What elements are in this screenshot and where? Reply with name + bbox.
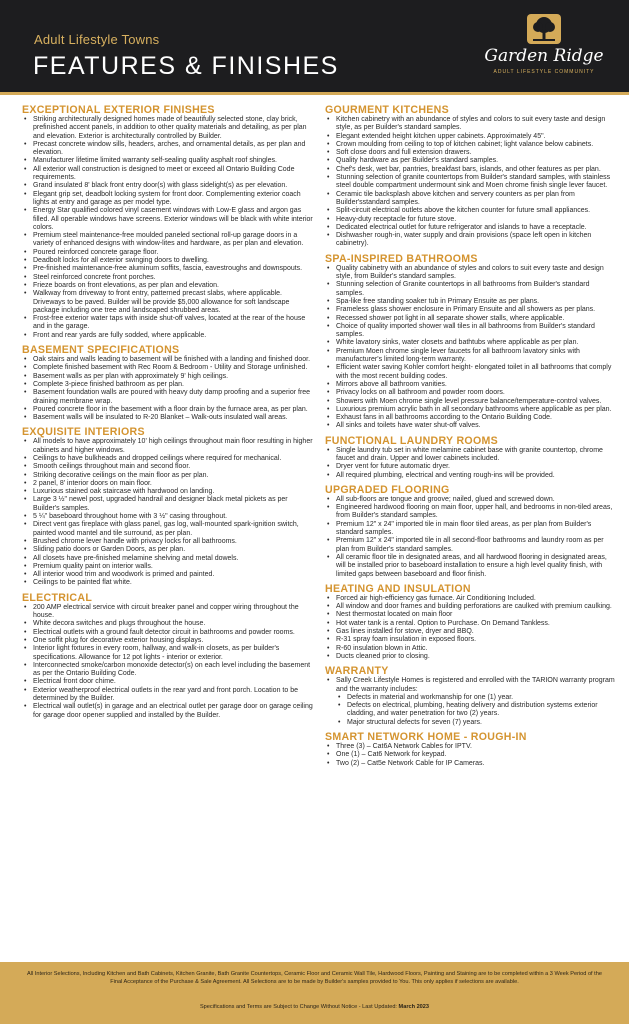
tree-icon xyxy=(527,14,561,44)
list-item: • Ceilings to have bulkheads and dropped ceilings where required for mechanical. xyxy=(22,455,314,463)
list-item: • Steel reinforced concrete front porches. xyxy=(22,274,314,282)
section-list-exquisite-interiors xyxy=(22,438,314,587)
list-item: • Energy Star qualified colored vinyl casement windows with Low-E glass and argon gas filled. All operable windows have screens. Exterior windows will be black with white interior colors. xyxy=(22,207,314,232)
section-title-heating-and-insulation: HEATING AND INSULATION xyxy=(325,582,471,595)
list-item: • Frieze boards on front elevations, as per plan and elevation. xyxy=(22,282,314,290)
list-item: • Dishwasher rough-in, water supply and drain provisions (space left open in kitchen cabinetry). xyxy=(325,232,617,249)
list-item: • 5 ¼" baseboard throughout home with 3 ½" casing throughout. xyxy=(22,513,314,521)
list-item: • Oak stairs and walls leading to basement will be finished with a landing and finished door. xyxy=(22,356,314,364)
section-title-basement-specifications: BASEMENT SPECIFICATIONS xyxy=(22,344,180,357)
section-list-warranty xyxy=(325,677,617,727)
list-item: • Split-circuit electrical outlets above the kitchen counter for future small appliances. xyxy=(325,207,617,215)
section-title-exceptional-exterior-finishes: EXCEPTIONAL EXTERIOR FINISHES xyxy=(22,104,215,116)
list-item: • Sally Creek Lifestyle Homes is registered and enrolled with the TARION warranty program and the warranty includes: xyxy=(325,677,617,694)
list-item: • Sliding patio doors or Garden Doors, as per plan. xyxy=(22,546,314,554)
list-item: • Striking decorative ceilings on the main floor as per plan. xyxy=(22,472,314,480)
list-item: • All models to have approximately 10' high ceilings throughout main floor resulting in higher cabinets and higher windows. xyxy=(22,438,314,455)
section-list-spa-inspired-bathrooms xyxy=(325,265,617,431)
list-item: • Privacy locks on all bathroom and powder room doors. xyxy=(325,389,617,397)
list-item: • All window and door frames and building perforations are caulked with premium caulking. xyxy=(325,603,617,611)
list-item: • Electrical outlets with a ground fault detector circuit in bathrooms and powder rooms. xyxy=(22,629,314,637)
list-item: • R-60 insulation blown in Attic. xyxy=(325,645,617,653)
header-divider xyxy=(0,92,629,95)
left-column xyxy=(22,100,314,720)
list-item: • Stunning selection of Granite countertops in all bathrooms from Builder's standard samples. xyxy=(325,281,617,298)
section-list-smart-network-home-rough-in xyxy=(325,743,617,768)
list-item: • Kitchen cabinetry with an abundance of styles and colors to suit every taste and design style, as per Builder's standard samples. xyxy=(325,116,617,133)
list-item: • All closets have pre-finished melamine shelving and metal dowels. xyxy=(22,555,314,563)
list-item: • Frost-free exterior water taps with inside shut-off valves, located at the rear of the house and in the garage. xyxy=(22,315,314,332)
list-item: • 200 AMP electrical service with circuit breaker panel and copper wiring throughout the house. xyxy=(22,604,314,621)
list-item: • Electrical front door chime. xyxy=(22,678,314,686)
list-item: • Grand insulated 8' black front entry door(s) with glass sidelight(s) as per elevation. xyxy=(22,182,314,190)
list-item: • Showers with Moen chrome single level pressure balance/temperature-control valves. xyxy=(325,398,617,406)
list-item: • Elegant extended height kitchen upper cabinets. Approximately 45". xyxy=(325,133,617,141)
footer-spec xyxy=(0,1004,629,1010)
list-item: • Premium steel maintenance-free moulded paneled sectional roll-up garage doors in a variety of enhanced designs with window-lites and hardware, as per plan and elevation. xyxy=(22,232,314,249)
list-item: • Choice of quality imported shower wall tiles in all bathrooms from Builder's standard samples. xyxy=(325,323,617,340)
list-item: • Elegant grip set, deadbolt locking system for front door. Complementing exterior coach lights at entry and garage as per model type. xyxy=(22,191,314,208)
section-title-gourment-kitchens: GOURMENT KITCHENS xyxy=(325,104,449,116)
list-item: • White lavatory sinks, water closets and bathtubs where applicable as per plan. xyxy=(325,339,617,347)
list-item: • Ceilings to be painted flat white. xyxy=(22,579,314,587)
list-item: • Front and rear yards are fully sodded, where applicable. xyxy=(22,332,314,340)
sub-list-item: • Major structural defects for seven (7) years. xyxy=(325,719,617,727)
list-item: • Premium 12" x 24" imported tile in all second-floor bathrooms and laundry room as per plan from Builder's standard samples. xyxy=(325,537,617,554)
list-item: • Poured concrete floor in the basement with a floor drain by the furnace area, as per plan. xyxy=(22,406,314,414)
spec-date: March 2023 xyxy=(398,1004,430,1010)
list-item: • Single laundry tub set in white melamine cabinet base with granite countertop, chrome faucet and drain. Upper and lower cabinets included. xyxy=(325,447,617,464)
page-title: FEATURES & FINISHES xyxy=(33,52,339,80)
section-list-heating-and-insulation xyxy=(325,595,617,661)
section-title-upgraded-flooring: UPGRADED FLOORING xyxy=(325,483,450,496)
footer-note: All Interior Selections, Including Kitchen and Bath Cabinets, Kitchen Granite, Bath Granite Countertops, Ceramic Floor and Ceramic Wall Tile, Hardwood Floors, Painting and Staining are to be completed within a 3 Week Period of the Final Acceptance of the Purchase & Sale Agreement. All Selections are to be made by Builder's samples provided to You. This only applies if selections are available. xyxy=(27,971,602,985)
sub-list-item: • Defects in material and workmanship for one (1) year. xyxy=(325,694,617,702)
section-list-upgraded-flooring xyxy=(325,496,617,579)
list-item: • Complete 3-piece finished bathroom as per plan. xyxy=(22,381,314,389)
list-item: • Dedicated electrical outlet for future refrigerator and islands to have a receptacle. xyxy=(325,224,617,232)
list-item: • Complete finished basement with Rec Room & Bedroom - Utility and Storage unfinished. xyxy=(22,364,314,372)
list-item: • Exhaust fans in all bathrooms according to the Ontario Building Code. xyxy=(325,414,617,422)
list-item: • Stunning selection of granite countertops from Builder's standard samples, with stainless steel double compartment undermount sink and Moen chrome finish single lever faucet. xyxy=(325,174,617,191)
list-item: • Quality cabinetry with an abundance of styles and colors to suit every taste and design style, from Builder's standard samples. xyxy=(325,265,617,282)
list-item: • Precast concrete window sills, headers, arches, and ornamental details, as per plan and elevation. xyxy=(22,141,314,158)
list-item: • Forced air high-efficiency gas furnace. Air Conditioning Included. xyxy=(325,595,617,603)
list-item: • Frameless glass shower enclosure in Primary Ensuite and all showers as per plans. xyxy=(325,306,617,314)
list-item: • Efficient water saving Kohler comfort height- elongated toilet in all bathrooms that comply with the most recent building codes. xyxy=(325,364,617,381)
list-item: • Pre-finished maintenance-free aluminum soffits, fascia, eavestroughs and downspouts. xyxy=(22,265,314,273)
brand-name: Garden Ridge xyxy=(484,46,604,66)
brand-tagline: ADULT LIFESTYLE COMMUNITY xyxy=(493,69,595,75)
list-item: • Interconnected smoke/carbon monoxide detector(s) on each level including the basement as per the Ontario Building Code. xyxy=(22,662,314,679)
section-title-electrical: ELECTRICAL xyxy=(22,591,93,604)
list-item: • One (1) – Cat6 Network for keypad. xyxy=(325,751,617,759)
list-item: • Crown moulding from ceiling to top of kitchen cabinet; light valance below cabinets. xyxy=(325,141,617,149)
section-list-basement-specifications xyxy=(22,356,314,422)
list-item: • Spa-like free standing soaker tub in Primary Ensuite as per plans. xyxy=(325,298,617,306)
section-list-gourment-kitchens xyxy=(325,116,617,249)
list-item: • Hot water tank is a rental. Option to Purchase. On Demand Tankless. xyxy=(325,620,617,628)
list-item: • Two (2) – Cat5e Network Cable for IP Cameras. xyxy=(325,760,617,768)
list-item: • Heavy-duty receptacle for future stove. xyxy=(325,216,617,224)
list-item: • Premium Moen chrome single lever faucets for all bathroom lavatory sinks with manufacturer's limited long-term warranty. xyxy=(325,348,617,365)
list-item: • Direct vent gas fireplace with glass panel, gas log, wall-mounted spark-ignition switch, painted wood mantel and tile surround, as per plan. xyxy=(22,521,314,538)
list-item: • All ceramic floor tile in designated areas, and all hardwood flooring in designated areas, will be installed prior to baseboard installation to ensure a high level quality finish, with limited gaps between baseboard and floor finish. xyxy=(325,554,617,579)
list-item: • R-31 spray foam insulation in exposed floors. xyxy=(325,636,617,644)
section-title-smart-network-home-rough-in: SMART NETWORK HOME - ROUGH-IN xyxy=(325,731,527,743)
list-item: • Engineered hardwood flooring on main floor, upper hall, and bedrooms in non-tiled areas, from Builder's standard samples. xyxy=(325,504,617,521)
list-item: • Quality hardware as per Builder's standard samples. xyxy=(325,157,617,165)
page-header xyxy=(0,0,629,92)
sub-list-item: • Defects on electrical, plumbing, heating delivery and distribution systems exterior cladding, and water penetration for two (2) years. xyxy=(325,702,617,719)
section-list-electrical xyxy=(22,604,314,720)
list-item: • Recessed shower pot light in all separate shower stalls, where applicable. xyxy=(325,315,617,323)
section-list-exceptional-exterior-finishes xyxy=(22,116,314,340)
list-item: • All exterior wall construction is designed to meet or exceed all Ontario Building Code requirements. xyxy=(22,166,314,183)
list-item: • Nest thermostat located on main floor xyxy=(325,611,617,619)
list-item: • Dryer vent for future automatic dryer. xyxy=(325,463,617,471)
section-title-functional-laundry-rooms: FUNCTIONAL LAUNDRY ROOMS xyxy=(325,434,498,447)
list-item: • Mirrors above all bathroom vanities. xyxy=(325,381,617,389)
header-eyebrow: Adult Lifestyle Towns xyxy=(34,32,160,47)
section-title-spa-inspired-bathrooms: SPA-INSPIRED BATHROOMS xyxy=(325,252,478,265)
list-item: • Striking architecturally designed homes made of beautifully selected stone, clay brick, prefinished accent panels, in addition to other quality materials and detailing, as per plan and elevation. Exterior is architecturally controlled by Builder. xyxy=(22,116,314,141)
list-item: • Ceramic tile backsplash above kitchen and servery counters as per plan from Builder'sstandard samples. xyxy=(325,191,617,208)
list-item: • Premium 12" x 24" imported tile in main floor tiled areas, as per plan from Builder's standard samples. xyxy=(325,521,617,538)
list-item: • Three (3) – Cat6A Network Cables for IPTV. xyxy=(325,743,617,751)
list-item: • All sub-floors are tongue and groove; nailed, glued and screwed down. xyxy=(325,496,617,504)
list-item: • Basement foundation walls are poured with heavy duty damp proofing and a superior free draining membrane wrap. xyxy=(22,389,314,406)
list-item: • Basement walls will be insulated to R-20 Blanket – Walk-outs insulated wall areas. xyxy=(22,414,314,422)
list-item: • Electrical wall outlet(s) in garage and an electrical outlet per garage door on garage ceiling for garage door opener supplied and installed by the Builder. xyxy=(22,703,314,720)
section-title-warranty: WARRANTY xyxy=(325,665,389,678)
list-item: • Poured reinforced concrete garage floor. xyxy=(22,249,314,257)
list-item: • Exterior weatherproof electrical outlets in the rear yard and front porch. Location to be determined by the Builder. xyxy=(22,687,314,704)
spec-text: Specifications and Terms are Subject to Change Without Notice - Last Updated: xyxy=(199,1004,399,1010)
list-item: • Gas lines installed for stove, dryer and BBQ. xyxy=(325,628,617,636)
list-item: • Brushed chrome lever handle with privacy locks for all bathrooms. xyxy=(22,538,314,546)
list-item: • Walkway from driveway to front entry, patterned precast slabs, where applicable. Driveways to be paved. Builder will be provide $5,000 allowance for soft landscape package including one tree and landscaped shrubbed areas. xyxy=(22,290,314,315)
list-item: • White decora switches and plugs throughout the house. xyxy=(22,620,314,628)
section-list-functional-laundry-rooms xyxy=(325,447,617,480)
list-item: • One soffit plug for decorative exterior housing displays. xyxy=(22,637,314,645)
list-item: • Luxurious premium acrylic bath in all secondary bathrooms where applicable as per plan. xyxy=(325,406,617,414)
list-item: • Ducts cleaned prior to closing. xyxy=(325,653,617,661)
list-item: • Smooth ceilings throughout main and second floor. xyxy=(22,463,314,471)
page-footer xyxy=(0,962,629,1024)
list-item: • Manufacturer lifetime limited warranty self-sealing quality asphalt roof shingles. xyxy=(22,157,314,165)
list-item: • Basement walls as per plan with approximately 9' high ceilings. xyxy=(22,373,314,381)
brand-logo xyxy=(473,14,615,86)
list-item: • Soft close doors and full extension drawers. xyxy=(325,149,617,157)
list-item: • Premium quality paint on interior walls. xyxy=(22,563,314,571)
right-column xyxy=(325,100,617,768)
list-item: • All required plumbing, electrical and venting rough-ins will be provided. xyxy=(325,472,617,480)
list-item: • Interior light fixtures in every room, hallway, and walk-in closets, as per builder's specifications. Allowance for 12 pot lights - interior or exterior. xyxy=(22,645,314,662)
list-item: • All sinks and toilets have water shut-off valves. xyxy=(325,422,617,430)
list-item: • All interior wood trim and woodwork is primed and painted. xyxy=(22,571,314,579)
list-item: • Luxurious stained oak staircase with hardwood on landing. xyxy=(22,488,314,496)
section-title-exquisite-interiors: EXQUISITE INTERIORS xyxy=(22,426,145,439)
list-item: • Large 3 ½" newel post, upgraded handrail and designer black metal pickets as per Builder's samples. xyxy=(22,496,314,513)
list-item: • Deadbolt locks for all exterior swinging doors to dwelling. xyxy=(22,257,314,265)
list-item: • Chef's desk, wet bar, pantries, breakfast bars, islands, and other features as per plan. xyxy=(325,166,617,174)
list-item: • 2 panel, 8' interior doors on main floor. xyxy=(22,480,314,488)
